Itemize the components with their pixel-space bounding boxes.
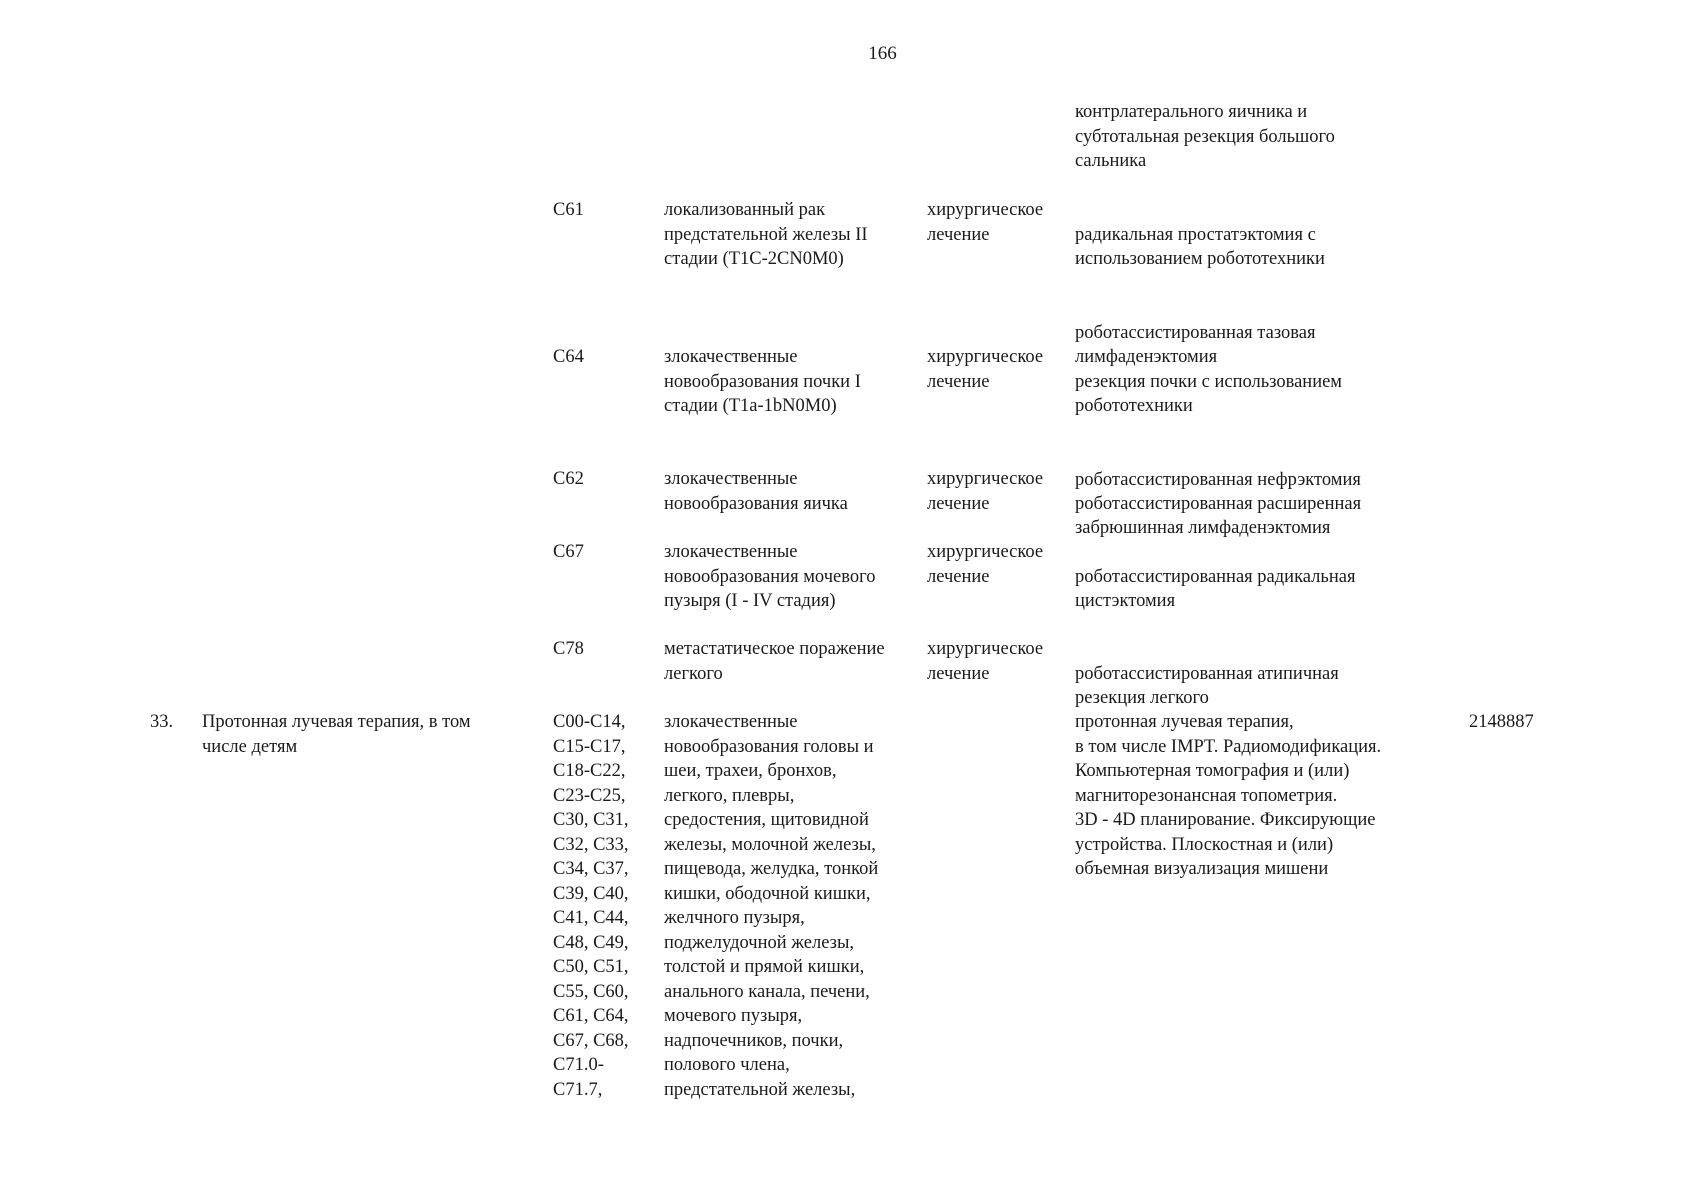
diagnosis-text: злокачественные новообразования яичка bbox=[664, 469, 848, 514]
icd-code: С78 bbox=[553, 639, 584, 659]
icd-code: С62 bbox=[553, 469, 584, 489]
treatment-type: хирургическое лечение bbox=[927, 639, 1044, 684]
method-item: радикальная простатэктомия с использованием робототехники bbox=[1075, 224, 1325, 269]
method-item: роботассистированная тазовая лимфаденэктомия bbox=[1075, 322, 1316, 367]
method-list bbox=[1075, 540, 1475, 638]
treatment-type: хирургическое лечение bbox=[927, 542, 1044, 587]
method-text: протонная лучевая терапия, в том числе IMPT. Радиомодификация. Компьютерная томография и (или) магниторезонансная топометрия. 3D - 4D планирование. Фиксирующие устройства. Плоскостная и (или) объемная визуализация мишени bbox=[1075, 712, 1382, 879]
icd-code: С61 bbox=[553, 200, 584, 220]
item-number: 33. bbox=[150, 712, 174, 732]
treatment-type: хирургическое лечение bbox=[927, 469, 1044, 514]
treatment-type: хирургическое лечение bbox=[927, 347, 1044, 392]
diagnosis-text: злокачественные новообразования почки I стадии (T1a-1bN0M0) bbox=[664, 347, 861, 416]
method-item: роботассистированная атипичная резекция легкого bbox=[1075, 663, 1339, 708]
cost-value: 2148887 bbox=[1469, 712, 1534, 732]
method-item: резекция почки с использованием робототехники bbox=[1075, 371, 1343, 416]
icd-code-list: C00-C14, C15-C17, C18-C22, C23-C25, C30, C31, C32, C33, C34, C37, C39, C40, C41, C44, C48, C49, C50, C51, C55, C60, C61, C64, C67, C68, C71.0- C71.7, bbox=[553, 712, 629, 1100]
diagnosis-text: метастатическое поражение легкого bbox=[664, 639, 885, 684]
treatment-type: хирургическое лечение bbox=[927, 200, 1044, 245]
method-item: роботассистированная нефрэктомия bbox=[1075, 469, 1361, 490]
icd-code: С64 bbox=[553, 347, 584, 367]
diagnosis-text: локализованный рак предстательной железы II стадии (T1C-2CN0M0) bbox=[664, 200, 868, 269]
diagnosis-text: злокачественные новообразования головы и шеи, трахеи, бронхов, легкого, плевры, средостения, щитовидной железы, молочной железы, пищевода, желудка, тонкой кишки, ободочной кишки, желчного пузыря, поджелудочной железы, толстой и прямой кишки, анального канала, печени, мочевого пузыря, надпочечников, почки, полового члена, предстательной железы, bbox=[664, 712, 879, 1100]
icd-code: С67 bbox=[553, 542, 584, 562]
page-number: 166 bbox=[868, 43, 897, 64]
method-item: роботассистированная расширенная забрюшинная лимфаденэктомия bbox=[1075, 493, 1362, 538]
diagnosis-text: злокачественные новообразования мочевого пузыря (I - IV стадия) bbox=[664, 542, 876, 611]
care-type-name: Протонная лучевая терапия, в том числе детям bbox=[202, 712, 471, 757]
method-item: роботассистированная радикальная цистэктомия bbox=[1075, 566, 1356, 611]
continued-method-text: контрлатерального яичника и субтотальная резекция большого сальника bbox=[1075, 102, 1335, 171]
